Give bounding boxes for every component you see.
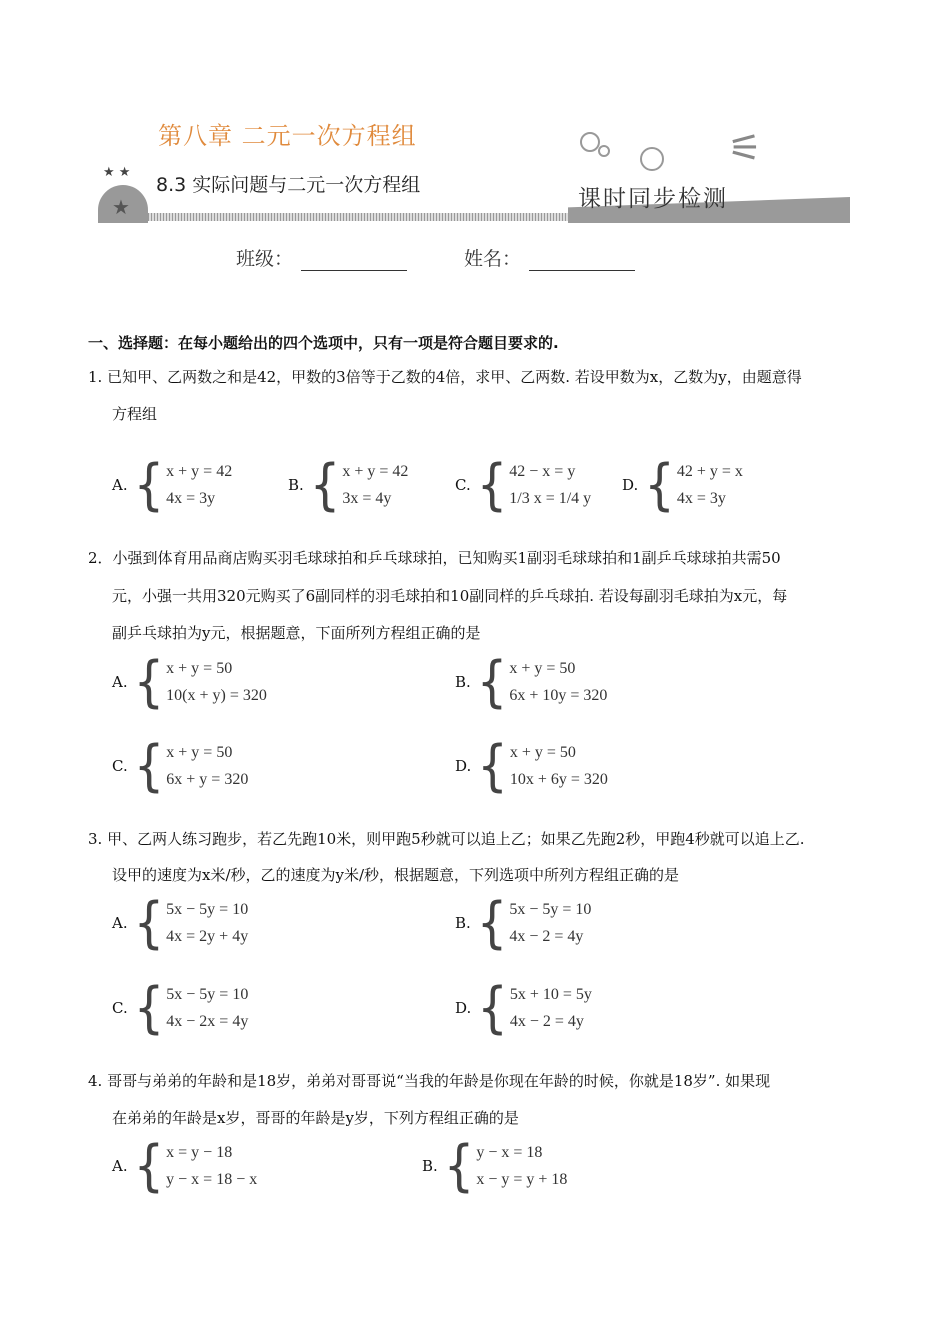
brace-symbol: { [133,733,165,799]
equation: 5x − 5y = 10 [166,985,249,1003]
question-3-text: 设甲的速度为x米/秒，乙的速度为y米/秒，根据题意，下列选项中所列方程组正确的是 [112,866,680,884]
question-1-option-c[interactable] [455,452,592,518]
equation: 10(x + y) = 320 [166,686,267,704]
section-heading: 一、选择题：在每小题给出的四个选项中，只有一项是符合题目要求的. [88,334,559,352]
option-label: C. [455,476,471,494]
class-label: 班级： [236,248,294,270]
question-2-option-c[interactable] [112,733,249,799]
brace-symbol: { [477,733,508,799]
question-4-text: 在弟弟的年龄是x岁，哥哥的年龄是y岁，下列方程组正确的是 [112,1109,519,1127]
equation: 4x − 2 = 4y [509,927,584,945]
equation: 3x = 4y [342,489,392,507]
banner-divider [148,213,568,221]
class-blank[interactable] [301,252,407,271]
option-label: D. [622,476,639,494]
equation: 4x = 3y [166,489,216,507]
brace-symbol: { [133,890,165,956]
equation-system [477,975,592,1041]
question-2-option-b[interactable] [455,649,608,715]
brace-symbol: { [476,649,508,715]
bubble-icon [640,147,664,171]
equation: x + y = 42 [166,462,233,480]
equation-system [476,890,592,956]
question-2-option-a[interactable] [112,649,267,715]
equation-system [644,452,743,518]
equation: x + y = 50 [509,659,576,677]
brace-symbol: { [644,452,675,518]
section-title: 8.3 实际问题与二元一次方程组 [156,174,421,196]
question-1-text: 1. 已知甲、乙两数之和是42，甲数的3倍等于乙数的4倍，求甲、乙两数. 若设甲数为x，乙数为y，由题意得 [88,368,802,386]
equation: 10x + 6y = 320 [509,770,608,788]
equation: 42 − x = y [509,462,576,480]
chapter-title: 第八章 二元一次方程组 [158,122,417,150]
equation: x + y = 50 [166,743,233,761]
option-label: C. [112,757,128,775]
question-2-text: 副乒乓球拍为y元，根据题意，下面所列方程组正确的是 [112,624,481,642]
equation: 5x + 10 = 5y [509,985,592,1003]
question-2-option-d[interactable] [455,733,608,799]
equation: x = y − 18 [166,1143,233,1161]
question-1-option-a[interactable] [112,452,233,518]
equation-system [309,452,409,518]
brace-symbol: { [476,452,508,518]
question-3-option-d[interactable] [455,975,592,1041]
question-3-option-a[interactable] [112,890,249,956]
question-4-text: 4. 哥哥与弟弟的年龄和是18岁，弟弟对哥哥说“当我的年龄是你现在年龄的时候，你就是18岁”. 如果现 [88,1072,771,1090]
brace-symbol: { [133,1133,165,1199]
question-3-text: 3. 甲、乙两人练习跑步，若乙先跑10米，则甲跑5秒就可以追上乙；如果乙先跑2秒，甲跑4秒就可以追上乙. [88,830,805,848]
option-label: A. [112,1157,128,1175]
option-label: B. [288,476,304,494]
brace-symbol: { [133,452,165,518]
equation-system [477,733,608,799]
equation: 5x − 5y = 10 [166,900,249,918]
equation: x + y = 50 [166,659,233,677]
question-2-text: 元，小强一共用320元购买了6副同样的羽毛球拍和10副同样的乒乓球拍. 若设每副羽毛球拍为x元，每 [112,587,788,605]
option-label: B. [455,914,471,932]
name-blank[interactable] [529,252,635,271]
question-3-option-b[interactable] [455,890,592,956]
equation: 42 + y = x [676,462,743,480]
brace-symbol: { [309,452,341,518]
equation-system [133,733,249,799]
bubble-icon [580,132,600,152]
equation: 6x + y = 320 [166,770,249,788]
equation: y − x = 18 − x [166,1170,258,1188]
equation: 6x + 10y = 320 [509,686,608,704]
option-label: C. [112,999,128,1017]
option-label: B. [422,1157,438,1175]
equation-system [133,452,233,518]
option-label: B. [455,673,471,691]
class-field[interactable] [236,244,407,271]
stars-icon: ★ ★ [103,165,131,180]
desk-lamp-icon: ⚟ [728,126,763,170]
equation: y − x = 18 [476,1143,543,1161]
brace-symbol: { [443,1133,475,1199]
equation-system [476,452,592,518]
option-label: A. [112,673,128,691]
question-1-text: 方程组 [112,405,158,423]
star-icon: ★ [112,195,130,219]
bubble-icon [598,145,610,157]
equation: x + y = 50 [509,743,576,761]
equation: 5x − 5y = 10 [509,900,592,918]
badge-title: 课时同步检测 [578,186,728,212]
equation: x − y = y + 18 [476,1170,568,1188]
name-field[interactable] [464,244,635,271]
brace-symbol: { [477,975,508,1041]
equation: 4x = 3y [676,489,726,507]
brace-symbol: { [133,975,165,1041]
brace-symbol: { [133,649,165,715]
equation: 4x − 2x = 4y [166,1012,249,1030]
equation-system [133,975,249,1041]
option-label: D. [455,999,472,1017]
option-label: A. [112,914,128,932]
question-4-option-b[interactable] [422,1133,568,1199]
equation-system [133,649,267,715]
question-1-option-b[interactable] [288,452,409,518]
equation: 4x − 2 = 4y [509,1012,584,1030]
equation-system [443,1133,568,1199]
equation: x + y = 42 [342,462,409,480]
option-label: D. [455,757,472,775]
equation: 1/3 x = 1/4 y [509,489,592,507]
equation-system [133,890,249,956]
equation-system [133,1133,258,1199]
equation: 4x = 2y + 4y [166,927,249,945]
brace-symbol: { [476,890,508,956]
question-1-option-d[interactable] [622,452,743,518]
name-label: 姓名： [464,248,522,270]
question-2-text: 2．小强到体育用品商店购买羽毛球球拍和乒乓球球拍，已知购买1副羽毛球球拍和1副乒乓球球拍共需50 [88,549,781,567]
equation-system [476,649,608,715]
option-label: A. [112,476,128,494]
question-4-option-a[interactable] [112,1133,258,1199]
question-3-option-c[interactable] [112,975,249,1041]
